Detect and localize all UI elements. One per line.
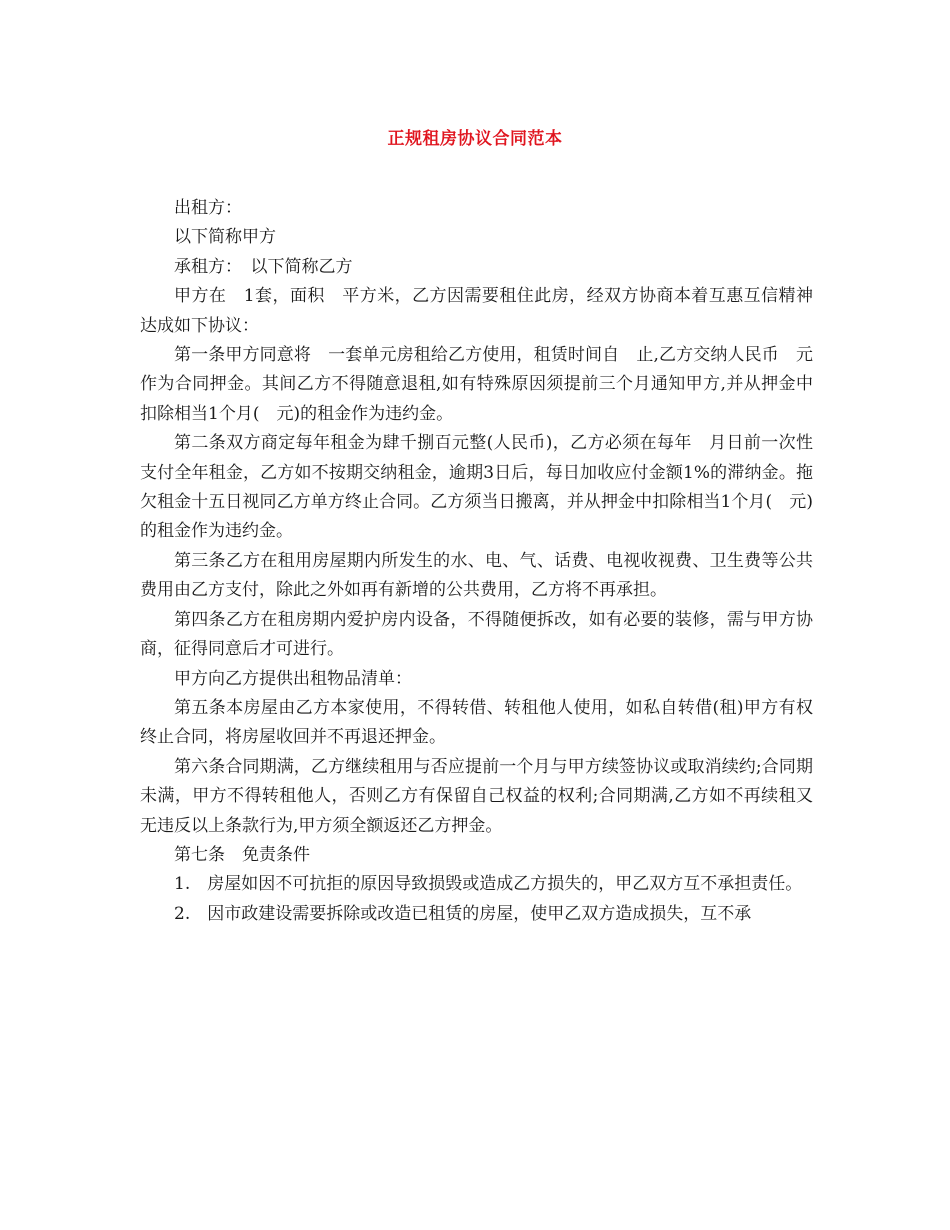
paragraph-clause-7-1: 1. 房屋如因不可抗拒的原因导致损毁或造成乙方损失的，甲乙双方互不承担责任。 [174, 874, 803, 895]
document-title: 正规租房协议合同范本 [387, 129, 563, 149]
paragraph-lessor: 出租方： [174, 198, 242, 218]
paragraph-article-2: 第二条双方商定每年租金为肆千捌百元整(人民币)，乙方必须在每年 月日前一次性支付全年租金，乙方如不按期交纳租金，逾期3日后，每日加收应付金额1%的滞纳金。拖欠租金十五日视同乙方单方终止合同。乙方须当日搬离，并从押金中扣除相当1个月( 元)的租金作为违约金。 [140, 433, 813, 542]
paragraph-article-7-heading: 第七条 免责条件 [174, 844, 310, 865]
paragraph-preamble: 甲方在 1套，面积 平方米，乙方因需要租住此房，经双方协商本着互惠互信精神达成如下协议： [140, 286, 813, 336]
paragraph-article-4: 第四条乙方在租房期内爱护房内设备，不得随便拆改，如有必要的装修，需与甲方协商，征得同意后才可进行。 [140, 609, 813, 660]
paragraph-party-a-alias: 以下简称甲方 [174, 227, 276, 248]
paragraph-article-1: 第一条甲方同意将 一套单元房租给乙方使用，租赁时间自 止,乙方交纳人民币 元作为合同押金。其间乙方不得随意退租,如有特殊原因须提前三个月通知甲方,并从押金中扣除相当1个月( 元)的租金作为违约金。 [140, 345, 813, 424]
paragraph-article-6: 第六条合同期满，乙方继续租用与否应提前一个月与甲方续签协议或取消续约;合同期未满，甲方不得转租他人，否则乙方有保留自己权益的权利;合同期满,乙方如不再续租又无违反以上条款行为,甲方须全额返还乙方押金。 [140, 756, 813, 836]
paragraph-article-5: 第五条本房屋由乙方本家使用，不得转借、转租他人使用，如私自转借(租)甲方有权终止合同，将房屋收回并不再退还押金。 [140, 697, 813, 748]
paragraph-article-3: 第三条乙方在租用房屋期内所发生的水、电、气、话费、电视收视费、卫生费等公共费用由乙方支付，除此之外如再有新增的公共费用，乙方将不再承担。 [140, 550, 813, 601]
paragraph-clause-7-2: 2. 因市政建设需要拆除或改造已租赁的房屋，使甲乙双方造成损失，互不承 [174, 903, 752, 924]
document-body [140, 194, 813, 929]
paragraph-lessee: 承租方： 以下简称乙方 [174, 256, 353, 277]
paragraph-inventory-list: 甲方向乙方提供出租物品清单： [174, 668, 412, 689]
